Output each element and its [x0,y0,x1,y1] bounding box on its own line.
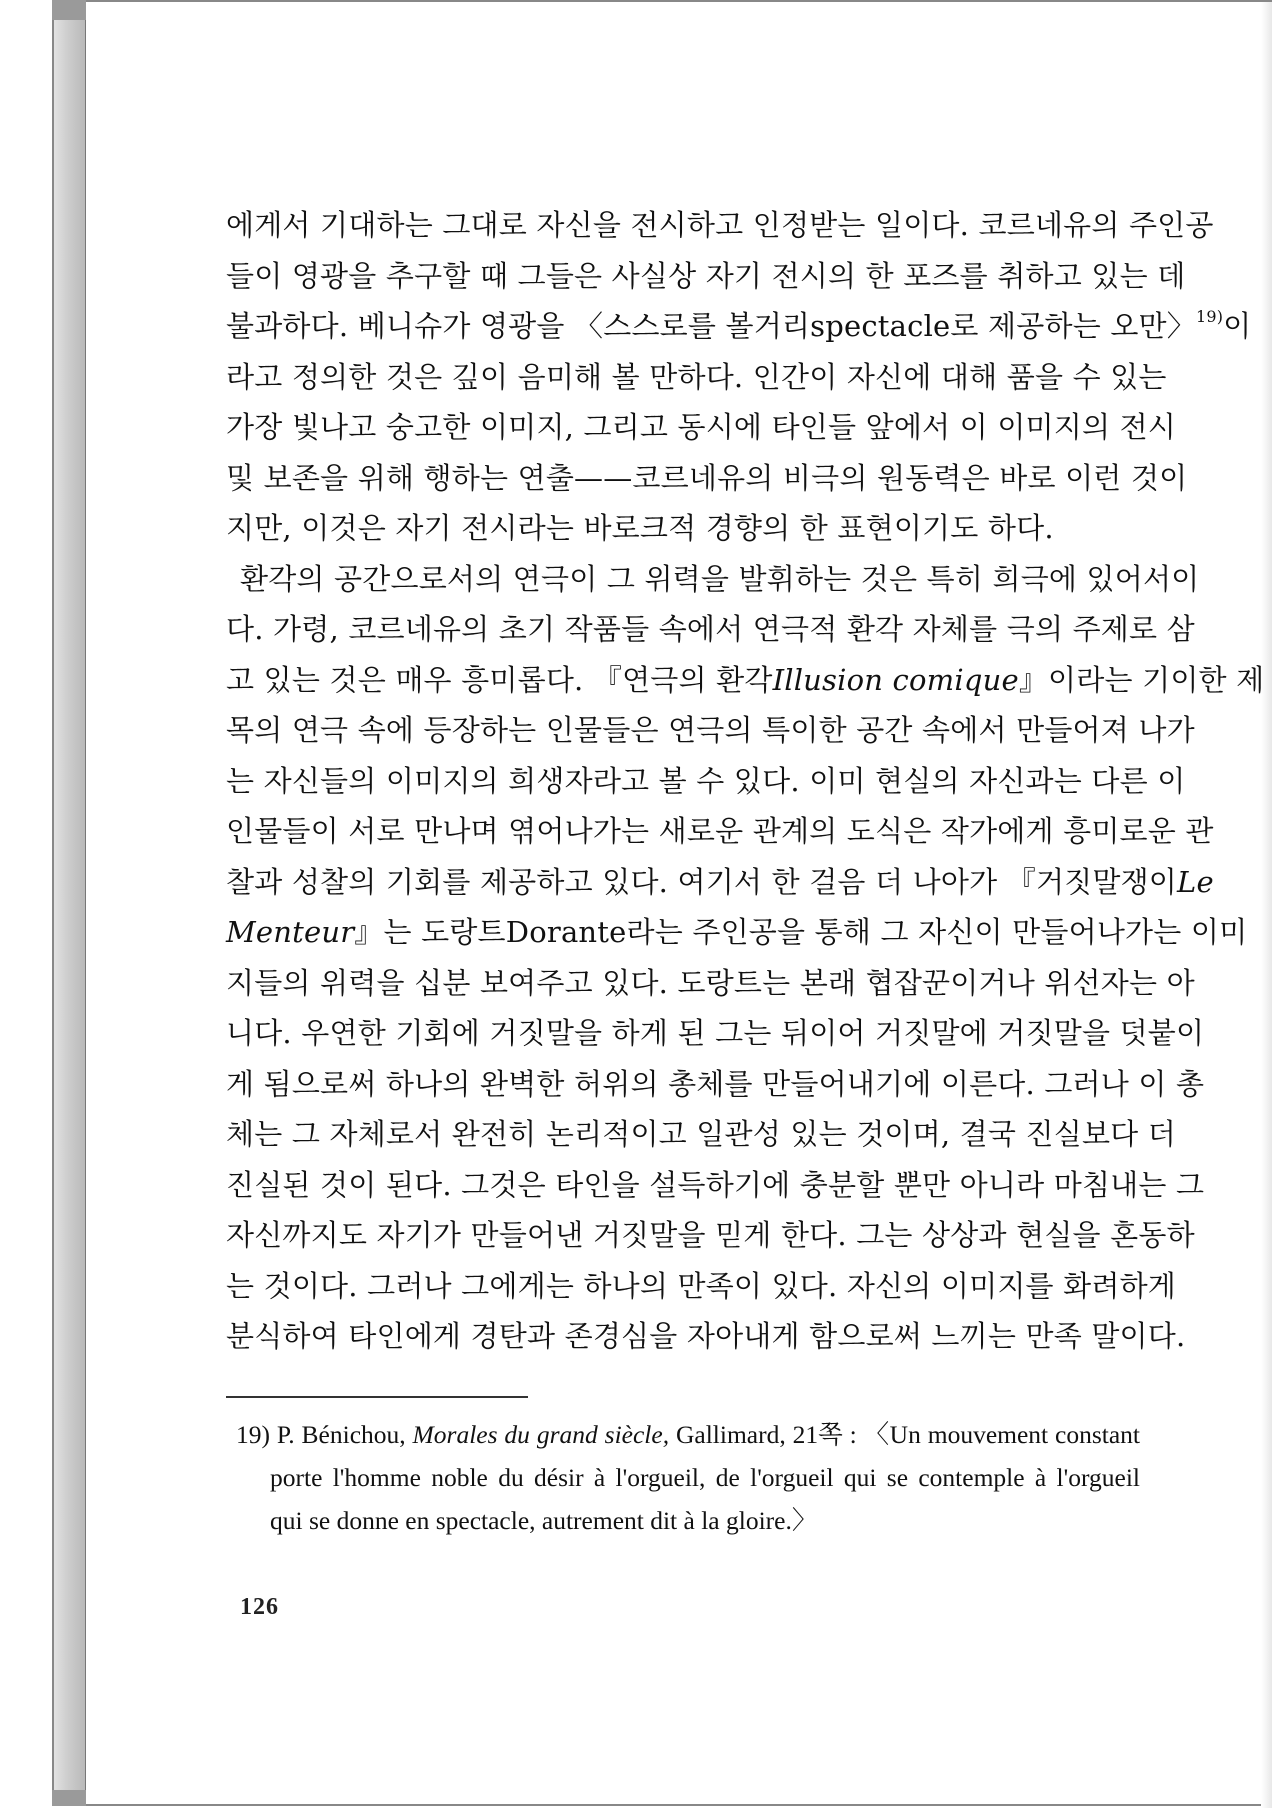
text-line: 가장 빛나고 숭고한 이미지, 그리고 동시에 타인들 앞에서 이 이미지의 전시 [226,410,1177,444]
paragraph-first-line: 환각의 공간으로서의 연극이 그 위력을 발휘하는 것은 특히 희극에 있어서이 [240,561,1200,596]
text-line: 자신까지도 자기가 만들어낸 거짓말을 믿게 한다. 그는 상상과 현실을 혼동하 [226,1218,1195,1252]
body-text [226,200,1265,1362]
text-span: 이 [1223,309,1252,343]
text-span: 』이라는 기이한 제 [1018,662,1265,697]
text-line: 는 것이다. 그러나 그에게는 하나의 만족이 있다. 자신의 이미지를 화려하게 [226,1268,1177,1303]
footnote-separator [226,1396,528,1398]
text-line: 인물들이 서로 만나며 엮어나가는 새로운 관계의 도식은 작가에게 흥미로운 관 [226,814,1214,848]
text-line: 들이 영광을 추구할 때 그들은 사실상 자기 전시의 한 포즈를 취하고 있는 데 [226,258,1186,293]
text-line: 체는 그 자체로서 완전히 논리적이고 일관성 있는 것이며, 결국 진실보다 더 [226,1117,1177,1151]
text-line [226,655,1265,706]
text-line: 분식하여 타인에게 경탄과 존경심을 자아내게 함으로써 느끼는 만족 말이다. [226,1319,1186,1353]
italic-title: Le [1177,864,1214,899]
text-line [226,857,1214,908]
text-line: 목의 연극 속에 등장하는 인물들은 연극의 특이한 공간 속에서 만들어져 나가 [226,713,1195,747]
text-line: 지만, 이것은 자기 전시라는 바로크적 경향의 한 표현이기도 하다. [226,511,1054,545]
italic-title: Menteur [226,915,355,949]
footnote-line: porte l'homme noble du désir à l'orgueil, de l'orgueil qui se contemple à l'orgueil [270,1463,1140,1492]
footnote-line [236,1413,1140,1456]
text-line: 라고 정의한 것은 깊이 음미해 볼 만하다. 인간이 자신에 대해 품을 수 있는 [226,359,1167,394]
footnote-book-title: Morales du grand siècle, [412,1420,670,1449]
text-line: 진실된 것이 된다. 그것은 타인을 설득하기에 충분할 뿐만 아니라 마침내는 그 [226,1167,1205,1202]
text-line [226,301,1252,352]
text-line: 및 보존을 위해 행하는 연출——코르네유의 비극의 원동력은 바로 이런 것이 [226,460,1188,495]
text-line: 는 자신들의 이미지의 희생자라고 볼 수 있다. 이미 현실의 자신과는 다른 이 [226,763,1186,798]
footnote [236,1413,1140,1542]
text-line: 다. 가령, 코르네유의 초기 작품들 속에서 연극적 환각 자체를 극의 주제로 삼 [226,612,1195,646]
text-span: 고 있는 것은 매우 흥미롭다. 『연극의 환각 [226,662,773,697]
footnote-number: 19) [236,1420,270,1449]
text-span: 불과하다. 베니슈가 영광을 〈스스로를 볼거리spectacle로 제공하는 오만〉 [226,309,1196,343]
text-line: 지들의 위력을 십분 보여주고 있다. 도랑트는 본래 협잡꾼이거나 위선자는 아 [226,965,1195,1000]
text-line [226,907,1248,958]
italic-title: Illusion comique [772,662,1019,697]
book-spine-bottom-edge [52,1790,88,1806]
page-number: 126 [240,1594,279,1620]
text-line: 니다. 우연한 기회에 거짓말을 하게 된 그는 뒤이어 거짓말에 거짓말을 덧붙이 [226,1016,1205,1050]
footnote-reference: 19) [1195,307,1224,326]
book-spine-top-edge [52,0,88,20]
footnote-line: qui se donne en spectacle, autrement dit à la gloire.〉 [270,1506,818,1535]
page-right-edge-shadow [1261,2,1272,1808]
book-spine [52,0,86,1806]
text-line: 게 됨으로써 하나의 완벽한 허위의 총체를 만들어내기에 이른다. 그러나 이 총 [226,1066,1205,1101]
text-line: 에게서 기대하는 그대로 자신을 전시하고 인정받는 일이다. 코르네유의 주인공 [226,208,1214,242]
text-span: 찰과 성찰의 기회를 제공하고 있다. 여기서 한 걸음 더 나아가 『거짓말쟁이 [226,864,1178,899]
footnote-author: P. Bénichou, [276,1420,406,1449]
text-span: 』는 도랑트Dorante라는 주인공을 통해 그 자신이 만들어나가는 이미 [354,915,1248,949]
footnote-citation: Gallimard, 21쪽 : 〈Un mouvement constant [675,1420,1141,1449]
